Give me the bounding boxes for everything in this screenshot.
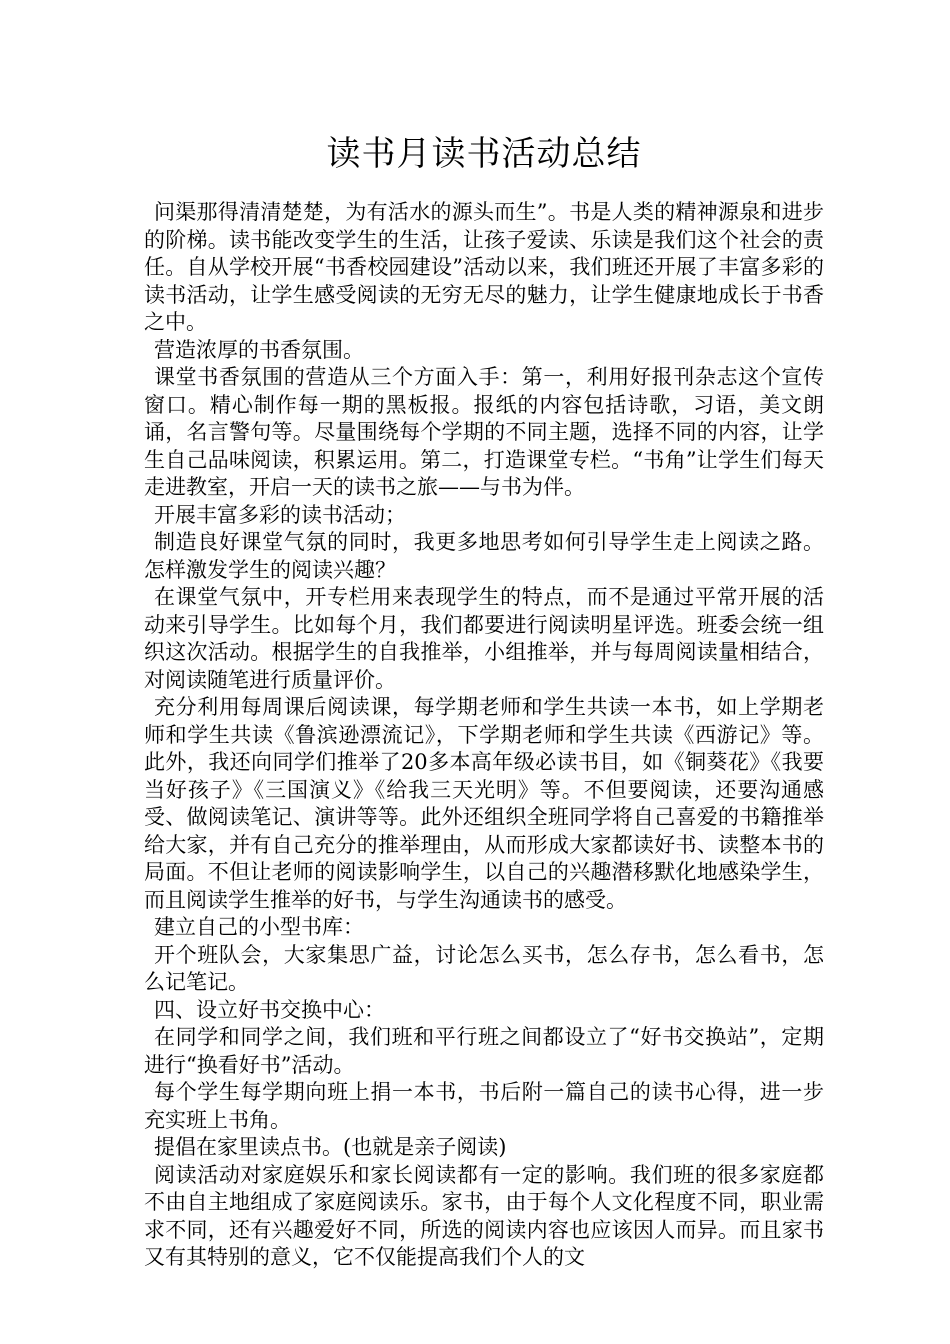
paragraph-heading-atmosphere: 营造浓厚的书香氛围。: [154, 337, 364, 362]
paragraph-reading-star: 在课堂气氛中，开专栏用来表现学生的特点，而不是通过平常开展的活动来引导学生。比如每个月，我们都要进行阅读明星评选。班委会统一组织这次活动。根据学生的自我推举，小组推举，并与每周阅读量相结合，对阅读随笔进行质量评价。: [144, 585, 824, 692]
document-page: [144, 126, 824, 1272]
paragraph-heading-library: 建立自己的小型书库：: [154, 915, 364, 939]
paragraph-intro: 问渠那得清清楚楚，为有活水的源头而生”。书是人类的精神源泉和进步的阶梯。读书能改变学生的生活，让孩子爱读、乐读是我们这个社会的责任。自从学校开展“书香校园建设”活动以来，我们班还开展了丰富多彩的读书活动，让学生感受阅读的无穷无尽的魅力，让学生健康地成长于书香之中。: [144, 200, 824, 334]
document-body: [144, 199, 824, 1272]
paragraph-class-meeting: 开个班队会，大家集思广益，讨论怎么买书，怎么存书，怎么看书，怎么记笔记。: [144, 942, 824, 994]
paragraph-family-reading: 阅读活动对家庭娱乐和家长阅读都有一定的影响。我们班的很多家庭都不由自主地组成了家庭阅读乐。家书，由于每个人文化程度不同，职业需求不同，还有兴趣爱好不同，所选的阅读内容也应该因人而异。而且家书又有其特别的意义，它不仅能提高我们个人的文: [144, 1162, 824, 1269]
paragraph-reading-interest: 制造良好课堂气氛的同时，我更多地思考如何引导学生走上阅读之路。怎样激发学生的阅读兴趣？: [144, 530, 824, 582]
paragraph-book-donation: 每个学生每学期向班上捐一本书，书后附一篇自己的读书心得，进一步充实班上书角。: [144, 1080, 824, 1132]
document-title: 读书月读书活动总结: [326, 134, 642, 174]
paragraph-heading-exchange: 四、设立好书交换中心：: [154, 997, 385, 1022]
paragraph-classroom-atmosphere: 课堂书香氛围的营造从三个方面入手：第一，利用好报刊杂志这个宣传窗口。精心制作每一期的黑板报。报纸的内容包括诗歌，习语，美文朗诵，名言警句等。尽量围绕每个学期的不同主题，选择不同的内容，让学生自己品味阅读，积累运用。第二，打造课堂专栏。“书角”让学生们每天走进教室，开启一天的读书之旅——与书为伴。: [144, 365, 824, 499]
paragraph-exchange-station: 在同学和同学之间，我们班和平行班之间都设立了“好书交换站”，定期进行“换看好书”活动。: [144, 1025, 824, 1077]
paragraph-heading-family: 提倡在家里读点书。(也就是亲子阅读): [154, 1135, 507, 1159]
paragraph-heading-activities: 开展丰富多彩的读书活动；: [154, 502, 406, 527]
paragraph-shared-reading: 充分利用每周课后阅读课，每学期老师和学生共读一本书，如上学期老师和学生共读《鲁滨逊漂流记》，下学期老师和学生共读《西游记》等。此外，我还向同学们推举了20多本高年级必读书目，如《铜葵花》《我要当好孩子》《三国演义》《给我三天光明》等。不但要阅读，还要沟通感受、做阅读笔记、演讲等等。此外还组织全班同学将自己喜爱的书籍推举给大家，并有自己充分的推举理由，从而形成大家都读好书、读整本书的局面。不但让老师的阅读影响学生，以自己的兴趣潜移默化地感染学生，而且阅读学生推举的好书，与学生沟通读书的感受。: [144, 695, 824, 912]
